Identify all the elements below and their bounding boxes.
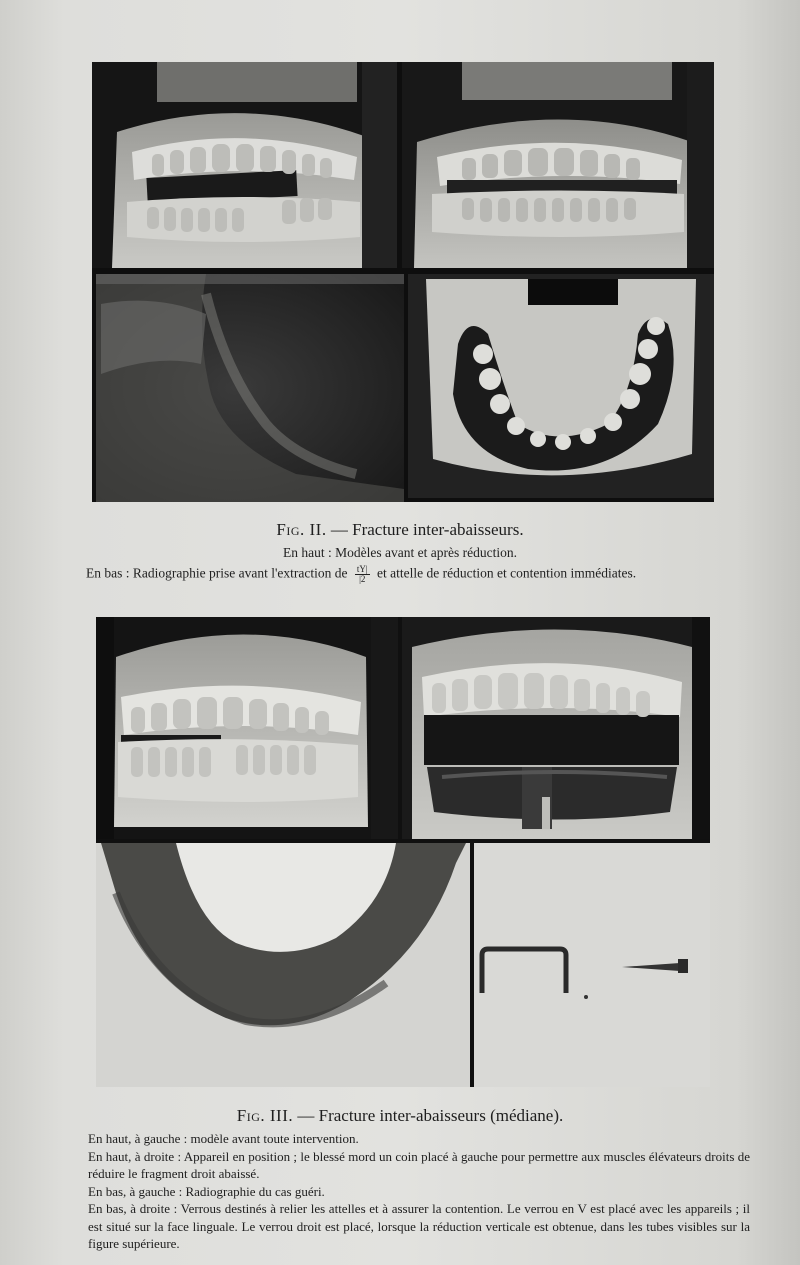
fig2-label: Fig. II. (276, 520, 327, 539)
fig3-locks-photo (474, 843, 710, 1087)
fig3-radiograph-photo (96, 843, 470, 1087)
fig2-radiograph-photo (96, 274, 404, 502)
fig2-model-after-photo (402, 62, 714, 268)
tooth-formula (355, 565, 370, 584)
fig3-title-text: — Fracture inter-abaisseurs (médiane). (297, 1106, 564, 1125)
fig2-caption-line2 (86, 565, 636, 584)
fig3-caption-body (88, 1130, 750, 1253)
fig3-model-before-photo (96, 617, 398, 839)
figure-3-plate (96, 617, 710, 1087)
tooth-formula-upper: tY| (356, 564, 368, 574)
fig2-model-before-photo (92, 62, 397, 268)
fig3-label: Fig. III. (236, 1106, 294, 1125)
tooth-formula-lower: |2 (359, 574, 366, 584)
fig3-caption-line: En bas, à gauche : Radiographie du cas guéri. (88, 1183, 325, 1199)
fig3-caption-line: En haut, à gauche : modèle avant toute intervention. (88, 1131, 359, 1146)
fig2-caption-line1: En haut : Modèles avant et après réduction. (283, 545, 517, 560)
fig2-line2-before: En bas : Radiographie prise avant l'extraction de (86, 565, 348, 581)
fig2-caption-title (0, 520, 800, 540)
fig2-line2-after: et attelle de réduction et contention immédiates. (377, 565, 637, 581)
fig3-caption-title (0, 1106, 800, 1126)
figure-2-plate (92, 62, 714, 502)
fig3-caption-line: En bas, à droite : Verrous destinés à relier les attelles et à assurer la contention. Le verrou en V est placé avec les appareils ; il est situé sur la face linguale. Le verrou droit est placé, lorsque la réduction verticale est obtenue, dans les tubes visibles sur la figure supérieure. (88, 1201, 750, 1251)
fig2-title-text: — Fracture inter-abaisseurs. (330, 520, 524, 539)
fig3-appliance-photo (402, 617, 710, 839)
fig3-caption-line: En haut, à droite : Appareil en position ; le blessé mord un coin placé à gauche pour permettre aux muscles élévateurs droits de réduire le fragment droit abaissé. (88, 1148, 750, 1181)
fig2-splint-photo (408, 274, 714, 498)
